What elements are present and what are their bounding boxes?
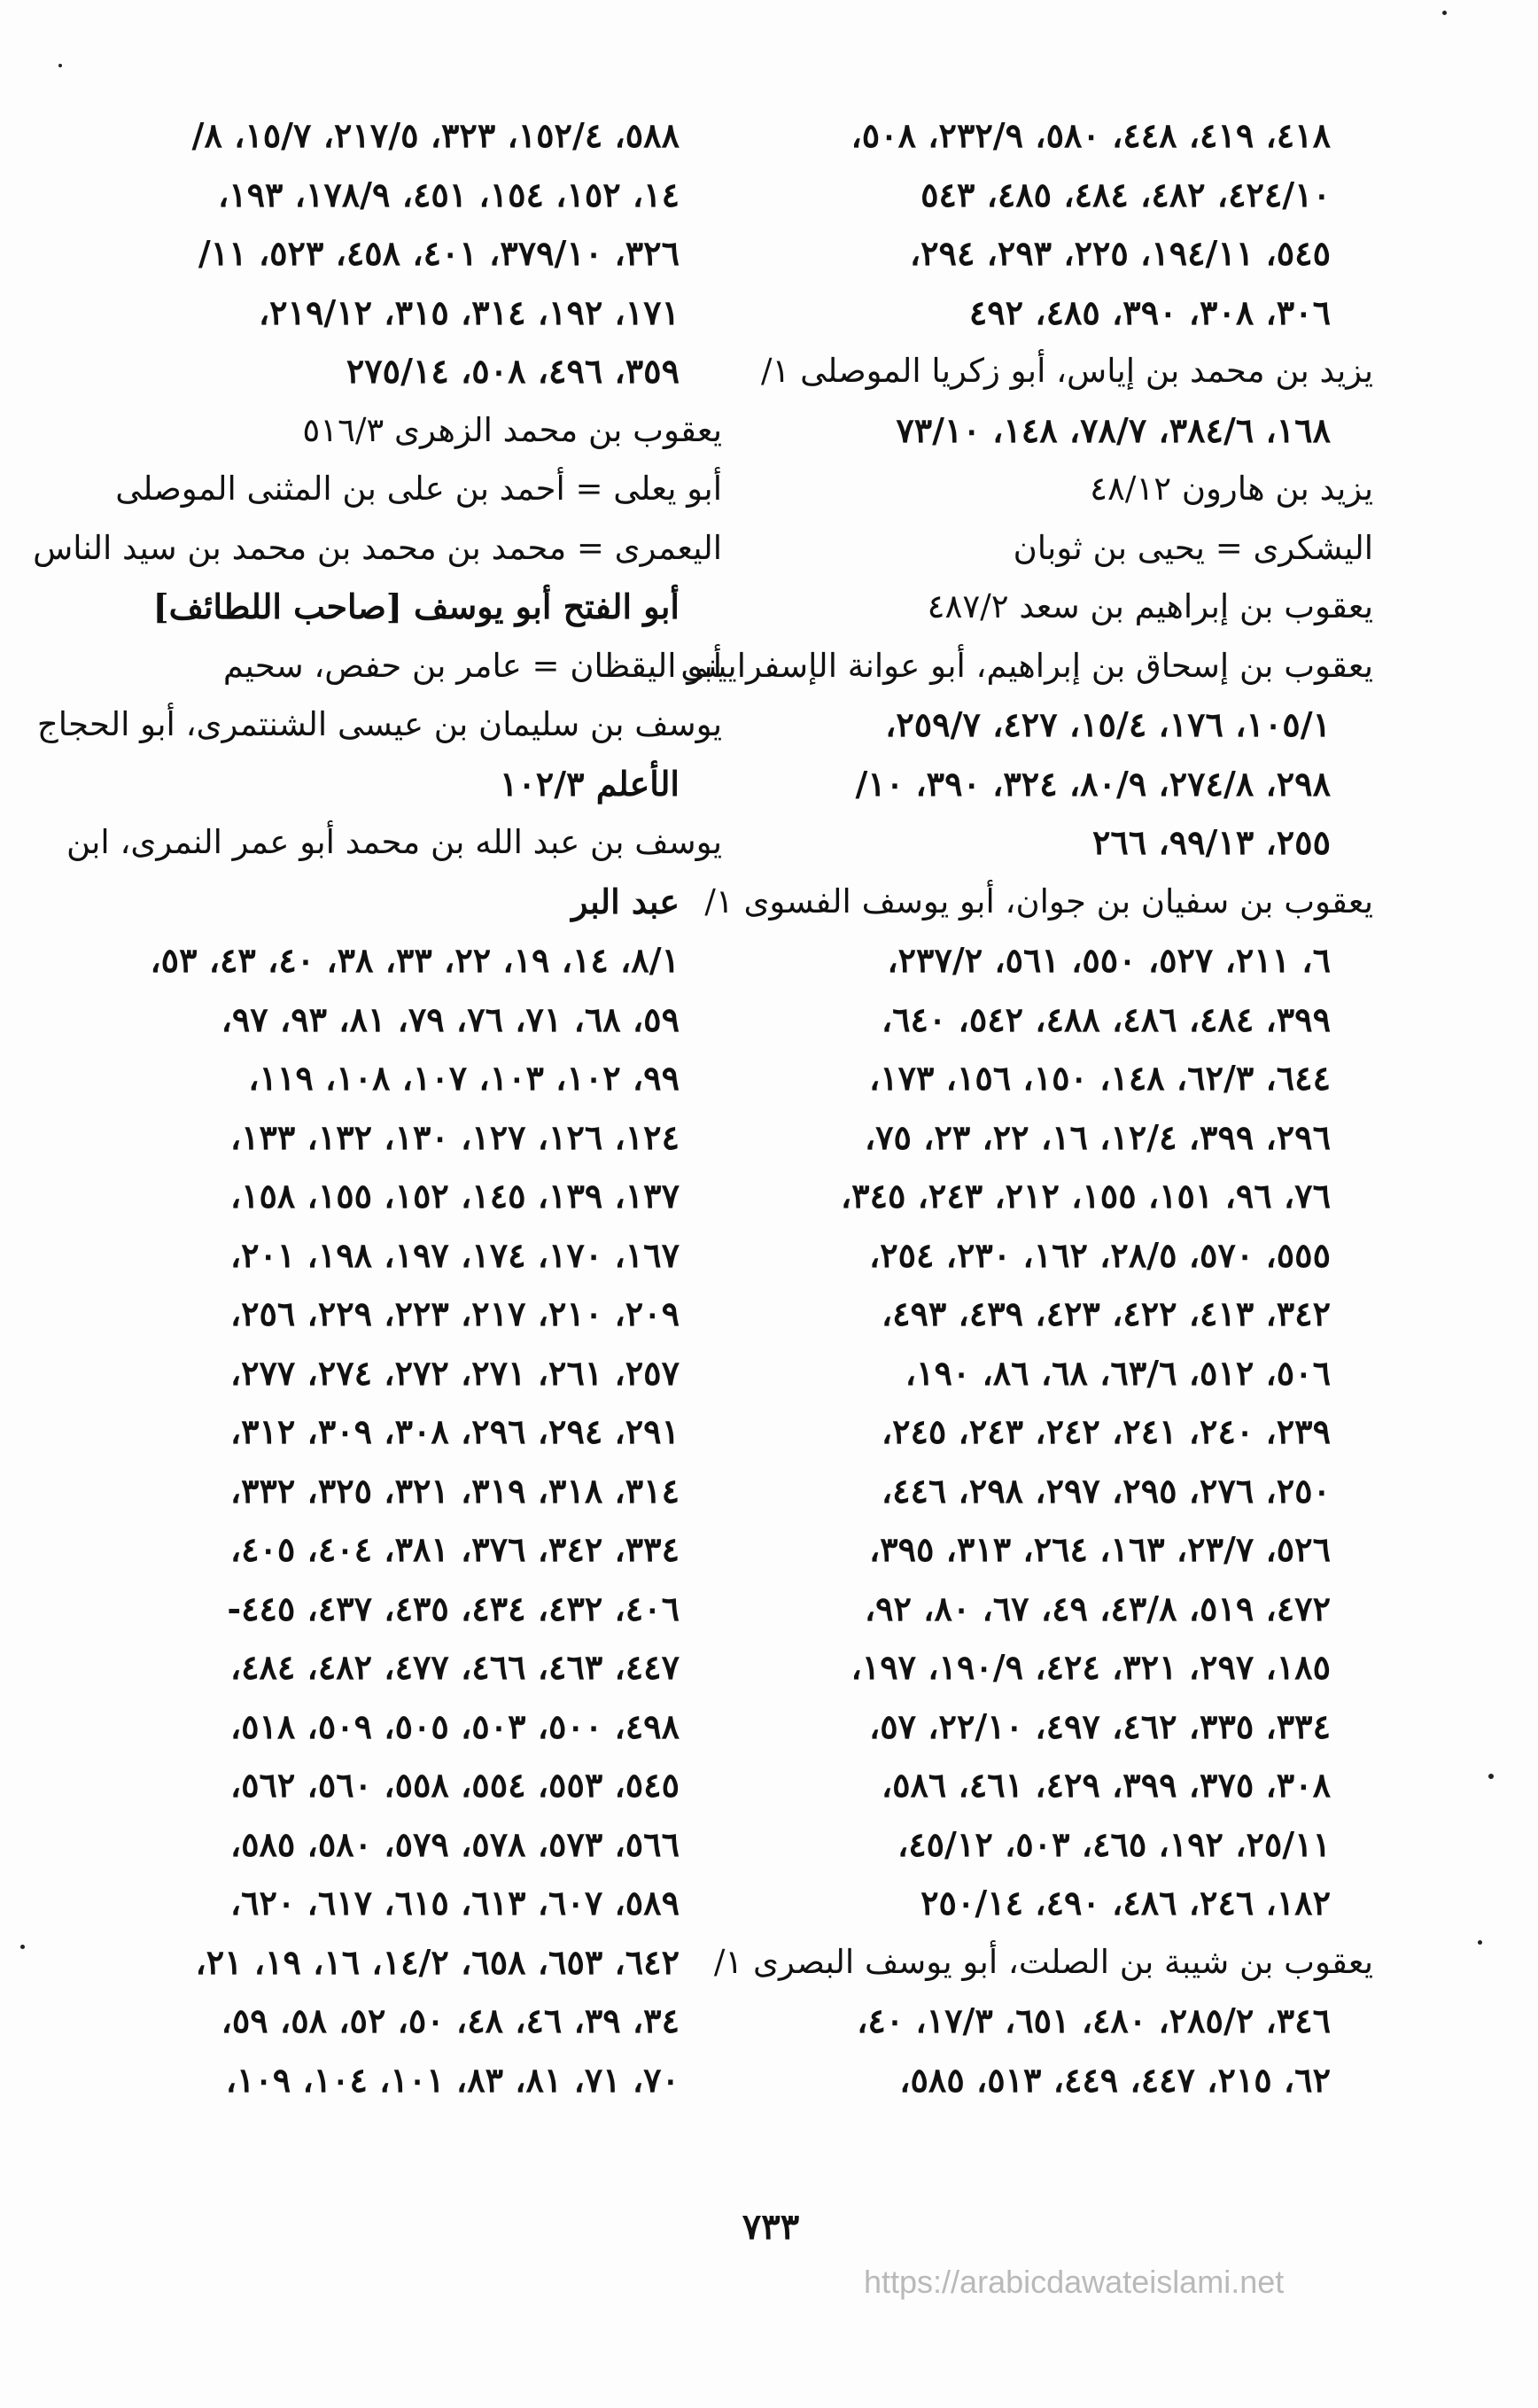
index-entry-refs: ٣٤٢، ٤١٣، ٤٢٢، ٤٢٣، ٤٣٩، ٤٩٣،	[881, 1293, 1331, 1333]
scan-speck	[1442, 11, 1447, 15]
index-entry-refs: ٤٧٢، ٥١٩، ٤٣/٨، ٤٩، ٦٧، ٨٠، ٩٢،	[864, 1588, 1331, 1628]
index-entry-heading: يعقوب بن محمد الزهرى ٥١٦/٣	[302, 410, 722, 449]
index-entry-refs: أبو الفتح أبو يوسف [صاحب اللطائف]	[152, 586, 680, 626]
index-entry-heading: أبو يعلى = أحمد بن على بن المثنى الموصلى	[115, 470, 722, 508]
index-entry-refs: ٣٠٨، ٣٧٥، ٣٩٩، ٤٢٩، ٤٦١، ٥٨٦،	[881, 1765, 1331, 1805]
index-entry-refs: ٥٨٩، ٦٠٧، ٦١٣، ٦١٥، ٦١٧، ٦٢٠،	[229, 1883, 680, 1923]
index-entry-refs: ٦٢، ٢١٥، ٤٤٧، ٤٤٩، ٥١٣، ٥٨٥،	[899, 2059, 1331, 2100]
index-entry-heading: أبو اليقظان = عامر بن حفص، سحيم	[222, 646, 722, 685]
index-entry-refs: ٥٤٥، ٥٥٣، ٥٥٤، ٥٥٨، ٥٦٠، ٥٦٢،	[229, 1765, 680, 1805]
index-entry-refs: الأعلم ١٠٢/٣	[499, 763, 680, 804]
index-entry-heading: يعقوب بن شيبة بن الصلت، أبو يوسف البصرى ١/	[713, 1942, 1373, 1981]
index-entry-refs: عبد البر	[571, 881, 680, 921]
index-entry-refs: ١٨٢، ٢٤٦، ٤٨٦، ٤٩٠، ٢٥٠/١٤	[920, 1883, 1331, 1923]
index-entry-refs: ١٦٧، ١٧٠، ١٧٤، ١٩٧، ١٩٨، ٢٠١،	[229, 1234, 680, 1275]
index-entry-refs: ٦٤٢، ٦٥٣، ٦٥٨، ١٤/٢، ١٦، ١٩، ٢١،	[195, 1941, 680, 1982]
index-entry-refs: ٨/١، ١٤، ١٩، ٢٢، ٣٣، ٣٨، ٤٠، ٤٣، ٥٣،	[150, 940, 680, 980]
scan-speck	[20, 1945, 25, 1949]
index-entry-heading: يعقوب بن إسحاق بن إبراهيم، أبو عوانة الإسفرايينى	[680, 646, 1373, 685]
index-entry-refs: ١٠٥/١، ١٧٦، ١٥/٤، ٤٢٧، ٢٥٩/٧،	[885, 704, 1331, 744]
index-entry-refs: ٤٩٨، ٥٠٠، ٥٠٣، ٥٠٥، ٥٠٩، ٥١٨،	[229, 1705, 680, 1746]
index-entry-refs: ٤٤٧، ٤٦٣، ٤٦٦، ٤٧٧، ٤٨٢، ٤٨٤،	[229, 1647, 680, 1687]
index-entry-refs: ٣٠٦، ٣٠٨، ٣٩٠، ٤٨٥، ٤٩٢	[968, 291, 1331, 332]
index-entry-refs: ٥٦٦، ٥٧٣، ٥٧٨، ٥٧٩، ٥٨٠، ٥٨٥،	[229, 1823, 680, 1864]
index-entry-refs: ٦٤٤، ٦٢/٣، ١٤٨، ١٥٠، ١٥٦، ١٧٣،	[868, 1058, 1331, 1098]
index-entry-refs: ٢٣٩، ٢٤٠، ٢٤١، ٢٤٢، ٢٤٣، ٢٤٥،	[881, 1411, 1331, 1451]
index-entry-refs: ٥٤٥، ١٩٤/١١، ٢٢٥، ٢٩٣، ٢٩٤،	[909, 233, 1331, 273]
index-entry-refs: ٤٢٤/١٠، ٤٨٢، ٤٨٤، ٤٨٥، ٥٤٣	[920, 174, 1331, 214]
scan-speck	[1488, 1774, 1494, 1779]
index-entry-refs: ١٣٧، ١٣٩، ١٤٥، ١٥٢، ١٥٥، ١٥٨،	[229, 1176, 680, 1216]
index-entry-refs: ٣٩٩، ٤٨٤، ٤٨٦، ٤٨٨، ٥٤٢، ٦٤٠،	[881, 998, 1331, 1039]
index-entry-heading: اليشكرى = يحيى بن ثوبان	[1013, 528, 1373, 567]
index-entry-refs: ٣٤، ٣٩، ٤٦، ٤٨، ٥٠، ٥٢، ٥٨، ٥٩،	[221, 2000, 680, 2040]
index-entry-refs: ٦، ٢١١، ٥٢٧، ٥٥٠، ٥٦١، ٢٣٧/٢،	[887, 940, 1331, 980]
index-entry-refs: ٢٥٥، ٩٩/١٣، ٢٦٦	[1092, 822, 1331, 862]
index-entry-refs: ٢٩١، ٢٩٤، ٢٩٦، ٣٠٨، ٣٠٩، ٣١٢،	[229, 1411, 680, 1451]
index-entry-refs: ١٨٥، ٢٩٧، ٣٢١، ٤٢٤، ١٩٠/٩، ١٩٧،	[851, 1647, 1331, 1687]
index-entry-heading: يوسف بن عبد الله بن محمد أبو عمر النمرى، ابن	[66, 823, 722, 861]
index-entry-refs: ٣٢٦، ٣٧٩/١٠، ٤٠١، ٤٥٨، ٥٢٣، ١١/	[198, 233, 680, 273]
index-entry-refs: ٣٤٦، ٢٨٥/٢، ٤٨٠، ٦٥١، ١٧/٣، ٤٠،	[857, 2000, 1331, 2040]
index-entry-refs: ٢٠٩، ٢١٠، ٢١٧، ٢٢٣، ٢٢٩، ٢٥٦،	[229, 1293, 680, 1333]
index-entry-refs: ٢٥/١١، ١٩٢، ٤٦٥، ٥٠٣، ٤٥/١٢،	[897, 1823, 1331, 1864]
index-entry-refs: ٢٩٦، ٣٩٩، ١٢/٤، ١٦، ٢٢، ٢٣، ٧٥،	[864, 1116, 1331, 1157]
index-column-left	[33, 106, 722, 2109]
watermark-url: https://arabicdawateislami.net	[864, 2264, 1285, 2300]
index-entry-refs: ١٦٨، ٣٨٤/٦، ٧٨/٧، ١٤٨، ٧٣/١٠	[896, 409, 1331, 450]
index-entry-heading: يوسف بن سليمان بن عيسى الشنتمرى، أبو الحجاج	[36, 705, 722, 743]
index-entry-refs: ٣٣٤، ٣٣٥، ٤٦٢، ٤٩٧، ٢٢/١٠، ٥٧،	[868, 1705, 1331, 1746]
index-entry-heading: اليعمرى = محمد بن محمد بن محمد بن سيد الناس	[33, 528, 722, 567]
index-entry-refs: ٥٥٥، ٥٧٠، ٢٨/٥، ١٦٢، ٢٣٠، ٢٥٤،	[868, 1234, 1331, 1275]
index-entry-refs: ٤١٨، ٤١٩، ٤٤٨، ٥٨٠، ٢٣٢/٩، ٥٠٨،	[851, 115, 1331, 155]
page-number: ٧٣٣	[742, 2206, 800, 2248]
index-entry-refs: ٢٥٠، ٢٧٦، ٢٩٥، ٢٩٧، ٢٩٨، ٤٤٦،	[881, 1470, 1331, 1511]
index-entry-refs: ٥٢٦، ٢٣/٧، ١٦٣، ٢٦٤، ٣١٣، ٣٩٥،	[868, 1529, 1331, 1569]
scan-speck	[58, 64, 62, 67]
scan-speck	[1478, 1940, 1482, 1945]
index-entry-heading: يزيد بن محمد بن إياس، أبو زكريا الموصلى ١/	[761, 352, 1373, 390]
index-entry-heading: يعقوب بن إبراهيم بن سعد ٤٨٧/٢	[927, 587, 1373, 625]
index-entry-refs: ٩٩، ١٠٢، ١٠٣، ١٠٧، ١٠٨، ١١٩،	[248, 1058, 680, 1098]
index-entry-heading: يزيد بن هارون ٤٨/١٢	[1090, 470, 1373, 508]
index-entry-refs: ١٤، ١٥٢، ١٥٤، ٤٥١، ١٧٨/٩، ١٩٣،	[217, 174, 680, 214]
index-entry-refs: ١٢٤، ١٢٦، ١٢٧، ١٣٠، ١٣٢، ١٣٣،	[229, 1116, 680, 1157]
index-entry-refs: ٣٥٩، ٤٩٦، ٥٠٨، ٢٧٥/١٤	[346, 351, 680, 391]
index-column-right	[680, 106, 1373, 2109]
index-entry-heading: يعقوب بن سفيان بن جوان، أبو يوسف الفسوى ١/	[704, 882, 1373, 920]
index-entry-refs: ٢٥٧، ٢٦١، ٢٧١، ٢٧٢، ٢٧٤، ٢٧٧،	[229, 1352, 680, 1393]
index-entry-refs: ٧٦، ٩٦، ١٥١، ١٥٥، ٢١٢، ٢٤٣، ٣٤٥،	[840, 1176, 1331, 1216]
index-entry-refs: ٢٩٨، ٢٧٤/٨، ٨٠/٩، ٣٢٤، ٣٩٠، ١٠/	[855, 763, 1331, 804]
index-entry-refs: ٥٠٦، ٥١٢، ٦٣/٦، ٦٨، ٨٦، ١٩٠،	[905, 1352, 1331, 1393]
index-entry-refs: ٧٠، ٧١، ٨١، ٨٣، ١٠١، ١٠٤، ١٠٩،	[225, 2059, 680, 2100]
index-entry-refs: ٣٣٤، ٣٤٢، ٣٧٦، ٣٨١، ٤٠٤، ٤٠٥،	[229, 1529, 680, 1569]
index-entry-refs: ١٧١، ١٩٢، ٣١٤، ٣١٥، ٢١٩/١٢،	[258, 291, 680, 332]
index-entry-refs: ٤٠٦، ٤٣٢، ٤٣٤، ٤٣٥، ٤٣٧، ٤٤٥-	[227, 1588, 680, 1628]
index-entry-refs: ٥٨٨، ١٥٢/٤، ٣٢٣، ٢١٧/٥، ١٥/٧، ٨/	[191, 115, 680, 155]
index-entry-refs: ٣١٤، ٣١٨، ٣١٩، ٣٢١، ٣٢٥، ٣٣٢،	[229, 1470, 680, 1511]
index-entry-refs: ٥٩، ٦٨، ٧١، ٧٦، ٧٩، ٨١، ٩٣، ٩٧،	[221, 998, 680, 1039]
